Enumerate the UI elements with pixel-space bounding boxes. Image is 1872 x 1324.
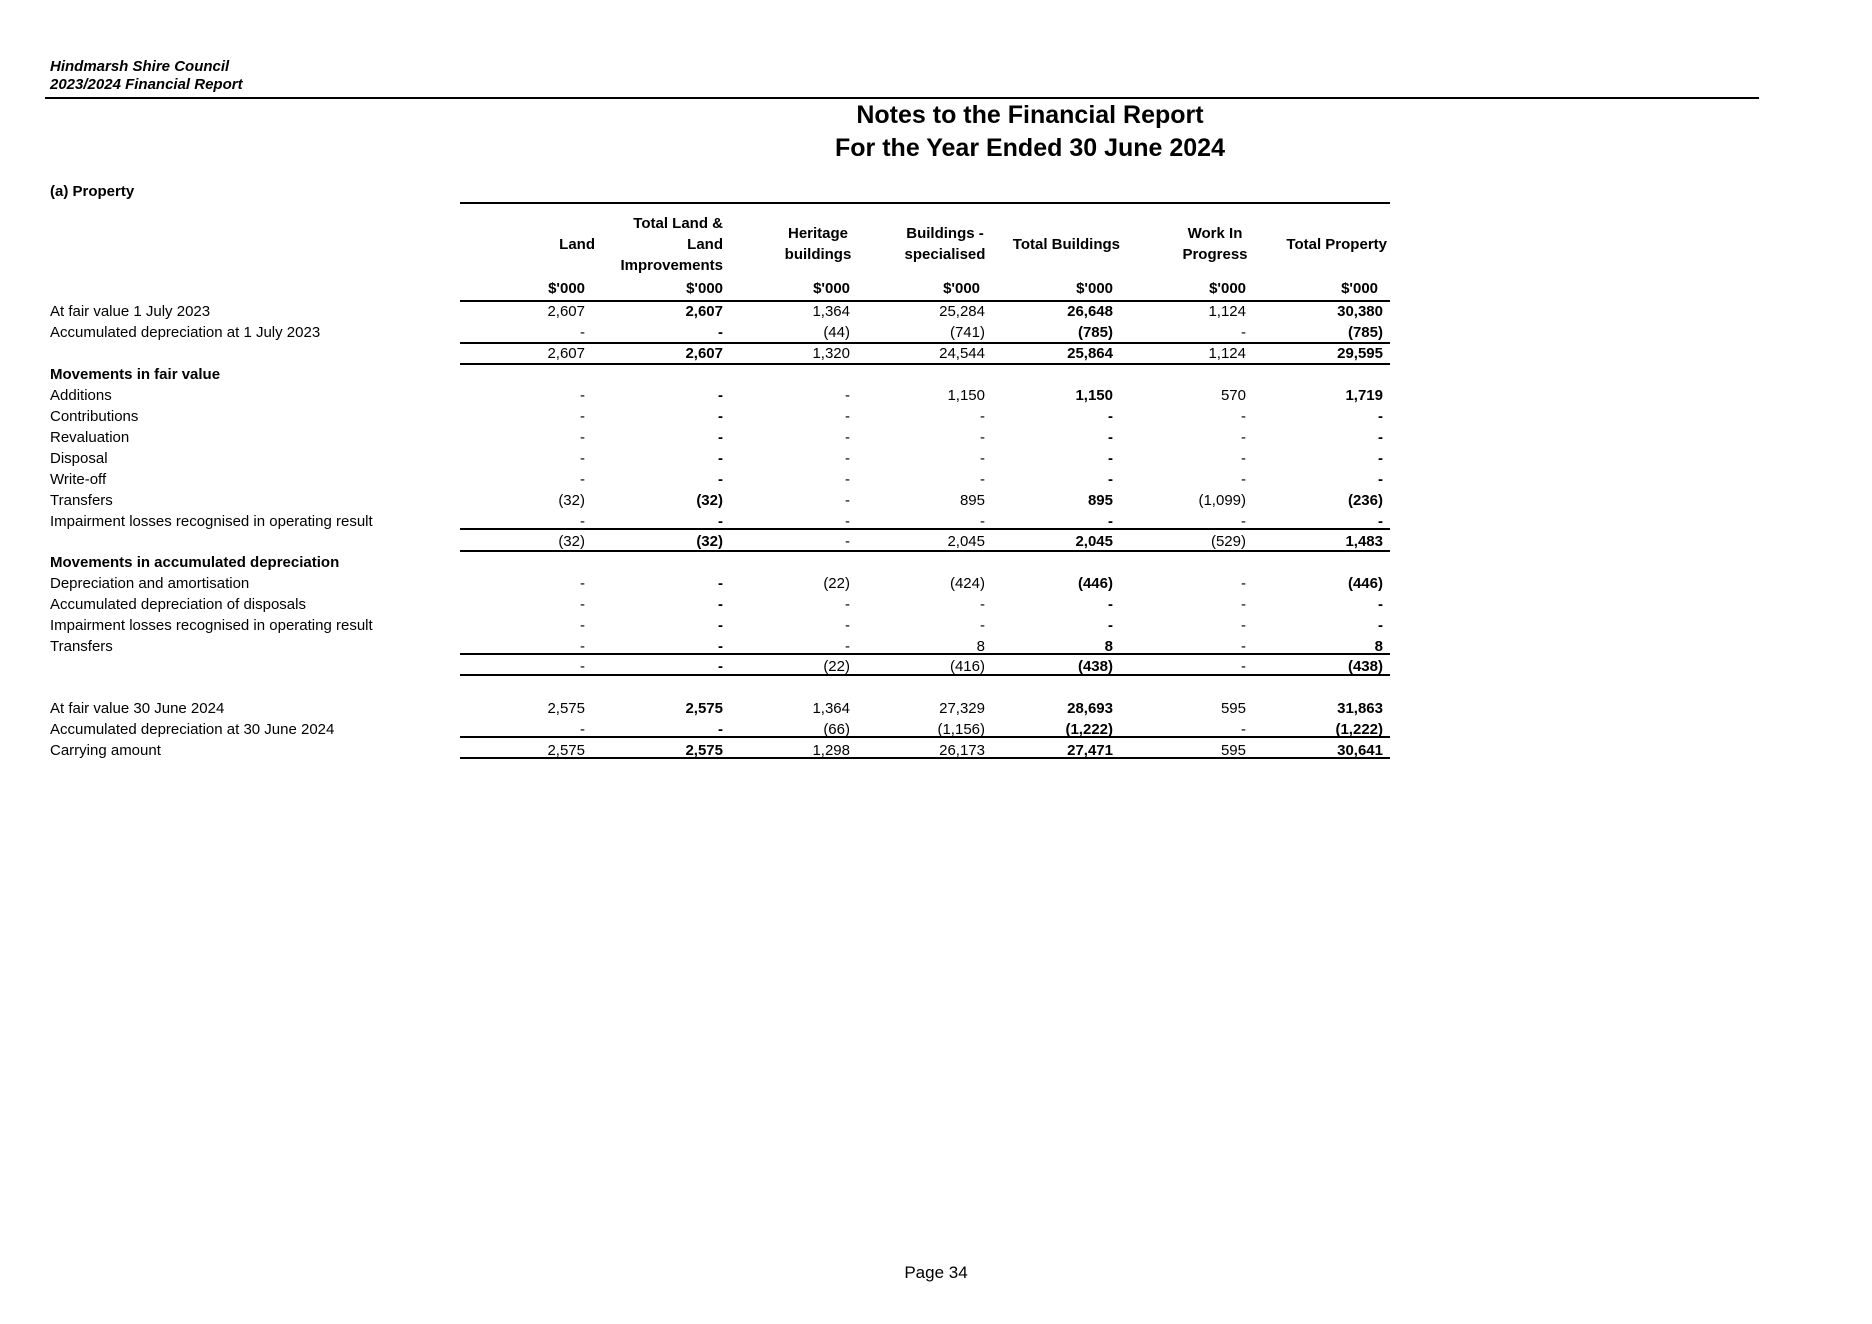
table-row — [0, 469, 1872, 490]
table-cell: - — [980, 450, 985, 467]
table-cell: (1,222) — [1065, 721, 1113, 738]
col-header-total-buildings: Total Buildings — [1012, 235, 1120, 253]
table-cell: (22) — [823, 575, 850, 592]
row-label: Contributions — [50, 408, 139, 425]
row-label: Accumulated depreciation at 1 July 2023 — [50, 324, 321, 341]
unit-total-buildings: $'000 — [1076, 280, 1113, 297]
table-cell: - — [1241, 617, 1246, 634]
row-label: Movements in accumulated depreciation — [50, 554, 340, 571]
table-cell: - — [1241, 721, 1246, 738]
table-cell: (32) — [696, 533, 723, 550]
table-cell: - — [1241, 450, 1246, 467]
unit-heritage: $'000 — [813, 280, 850, 297]
col-header-heritage: Heritage buildings — [784, 225, 852, 263]
table-cell: - — [718, 408, 723, 425]
table-top-rule — [460, 202, 1390, 204]
table-cell: - — [980, 429, 985, 446]
table-cell: - — [845, 429, 850, 446]
table-cell: 595 — [1220, 742, 1246, 759]
table-cell: - — [845, 450, 850, 467]
table-cell: - — [845, 617, 850, 634]
table-cell: - — [1108, 596, 1113, 613]
unit-total-property: $'000 — [1341, 280, 1378, 297]
row-label: Impairment losses recognised in operating result — [50, 617, 373, 634]
table-cell: - — [580, 387, 585, 404]
table-cell: 25,284 — [939, 303, 985, 320]
table-cell: - — [1241, 429, 1246, 446]
table-cell: 1,719 — [1345, 387, 1383, 404]
subtotal-rule — [460, 550, 1390, 552]
table-cell: - — [1241, 596, 1246, 613]
col-header-total-land: Total Land & Land Improvements — [620, 214, 723, 274]
table-cell: (22) — [823, 658, 850, 675]
table-row — [0, 385, 1872, 406]
table-cell: 2,575 — [547, 742, 585, 759]
table-cell: 1,150 — [947, 387, 985, 404]
table-cell: 2,607 — [685, 303, 723, 320]
table-cell: - — [1378, 596, 1383, 613]
page-number: Page 34 — [904, 1263, 968, 1282]
table-row — [0, 364, 1872, 385]
table-cell: 570 — [1220, 387, 1246, 404]
table-cell: - — [580, 617, 585, 634]
table-row — [0, 615, 1872, 636]
table-cell: 1,320 — [812, 345, 850, 362]
table-cell: - — [580, 513, 585, 530]
table-cell: 1,124 — [1208, 345, 1246, 362]
table-cell: 31,863 — [1337, 700, 1383, 717]
table-cell: - — [1378, 471, 1383, 488]
table-cell: 24,544 — [939, 345, 985, 362]
page-title: Notes to the Financial Report — [856, 101, 1204, 129]
table-cell: (785) — [1347, 324, 1383, 341]
table-cell: 8 — [1104, 638, 1113, 655]
table-cell: 595 — [1220, 700, 1246, 717]
table-cell: - — [1241, 513, 1246, 530]
row-label: At fair value 1 July 2023 — [50, 303, 211, 320]
table-cell: 2,045 — [1075, 533, 1113, 550]
table-cell: - — [718, 387, 723, 404]
table-cell: 2,607 — [547, 303, 585, 320]
table-cell: - — [580, 575, 585, 592]
report-name: 2023/2024 Financial Report — [50, 76, 243, 93]
table-cell: (438) — [1347, 658, 1383, 675]
subtotal-rule — [460, 528, 1390, 530]
table-cell: 28,693 — [1067, 700, 1113, 717]
table-cell: - — [1378, 513, 1383, 530]
table-cell: - — [718, 658, 723, 675]
table-row — [0, 594, 1872, 615]
table-cell: (446) — [1347, 575, 1383, 592]
table-cell: - — [718, 721, 723, 738]
row-label: At fair value 30 June 2024 — [50, 700, 225, 717]
table-row — [0, 552, 1872, 573]
row-label: Write-off — [50, 471, 107, 488]
table-cell: 1,483 — [1345, 533, 1383, 550]
table-cell: 1,298 — [812, 742, 850, 759]
table-cell: (44) — [823, 324, 850, 341]
total-rule — [460, 757, 1390, 759]
table-cell: 895 — [1087, 492, 1113, 509]
col-header-buildings-specialised: Buildings - specialised — [904, 225, 986, 263]
table-cell: - — [1241, 658, 1246, 675]
row-label: Accumulated depreciation at 30 June 2024 — [50, 721, 335, 738]
table-cell: 25,864 — [1067, 345, 1113, 362]
table-cell: - — [1378, 408, 1383, 425]
table-cell: - — [845, 408, 850, 425]
table-cell: (741) — [949, 324, 985, 341]
table-cell: - — [718, 471, 723, 488]
table-row — [0, 698, 1872, 719]
table-row — [0, 448, 1872, 469]
table-cell: - — [845, 596, 850, 613]
table-cell: (1,156) — [937, 721, 985, 738]
table-cell: - — [980, 617, 985, 634]
table-cell: - — [1378, 429, 1383, 446]
table-cell: - — [1108, 617, 1113, 634]
table-cell: 26,173 — [939, 742, 985, 759]
table-row — [0, 343, 1872, 364]
unit-buildings-specialised: $'000 — [943, 280, 980, 297]
section-title: (a) Property — [50, 183, 135, 200]
unit-wip: $'000 — [1209, 280, 1246, 297]
row-label: Revaluation — [50, 429, 130, 446]
header-rule — [45, 97, 1759, 99]
org-name: Hindmarsh Shire Council — [50, 58, 230, 75]
table-cell: - — [980, 408, 985, 425]
row-label: Transfers — [50, 492, 113, 509]
table-cell: 2,607 — [685, 345, 723, 362]
table-cell: - — [580, 721, 585, 738]
table-cell: (236) — [1347, 492, 1383, 509]
table-cell: - — [718, 575, 723, 592]
table-cell: - — [1108, 429, 1113, 446]
table-row — [0, 490, 1872, 511]
table-cell: 2,575 — [685, 742, 723, 759]
table-row — [0, 322, 1872, 343]
table-cell: (32) — [558, 492, 585, 509]
table-cell: - — [1241, 324, 1246, 341]
table-cell: (66) — [823, 721, 850, 738]
table-cell: - — [580, 324, 585, 341]
table-cell: (529) — [1210, 533, 1246, 550]
table-cell: - — [980, 513, 985, 530]
table-cell: - — [980, 596, 985, 613]
table-cell: - — [1108, 471, 1113, 488]
table-cell: 26,648 — [1067, 303, 1113, 320]
table-cell: - — [1241, 471, 1246, 488]
col-header-total-property: Total Property — [1286, 235, 1387, 253]
table-cell: - — [718, 638, 723, 655]
total-rule — [460, 736, 1390, 738]
table-row — [0, 531, 1872, 552]
table-cell: - — [580, 596, 585, 613]
table-cell: 1,124 — [1208, 303, 1246, 320]
table-cell: - — [580, 638, 585, 655]
table-cell: 27,471 — [1067, 742, 1113, 759]
subtotal-rule — [460, 342, 1390, 344]
table-row — [0, 301, 1872, 322]
unit-land: $'000 — [548, 280, 585, 297]
table-cell: - — [1241, 638, 1246, 655]
table-cell: 27,329 — [939, 700, 985, 717]
table-cell: - — [718, 513, 723, 530]
table-cell: 30,641 — [1337, 742, 1383, 759]
col-header-wip: Work In Progress — [1182, 225, 1248, 263]
table-cell: - — [1108, 408, 1113, 425]
subtotal-rule — [460, 674, 1390, 676]
table-cell: - — [845, 387, 850, 404]
table-cell: 29,595 — [1337, 345, 1383, 362]
table-cell: - — [580, 658, 585, 675]
table-cell: 2,045 — [947, 533, 985, 550]
table-cell: - — [1378, 450, 1383, 467]
table-cell: - — [980, 471, 985, 488]
table-cell: - — [718, 617, 723, 634]
subtotal-rule — [460, 363, 1390, 365]
table-cell: - — [1108, 513, 1113, 530]
row-label: Disposal — [50, 450, 108, 467]
table-cell: - — [845, 638, 850, 655]
row-label: Impairment losses recognised in operating result — [50, 513, 373, 530]
row-label: Accumulated depreciation of disposals — [50, 596, 306, 613]
table-cell: - — [845, 492, 850, 509]
unit-total-land: $'000 — [686, 280, 723, 297]
subtotal-rule — [460, 653, 1390, 655]
table-row — [0, 427, 1872, 448]
table-cell: - — [718, 429, 723, 446]
table-cell: (424) — [949, 575, 985, 592]
table-cell: - — [580, 429, 585, 446]
table-cell: - — [580, 408, 585, 425]
table-cell: - — [1378, 617, 1383, 634]
col-header-land: Land — [559, 235, 595, 253]
table-cell: - — [1241, 575, 1246, 592]
table-cell: (32) — [696, 492, 723, 509]
table-cell: (1,099) — [1198, 492, 1246, 509]
row-label: Additions — [50, 387, 112, 404]
page-subtitle: For the Year Ended 30 June 2024 — [835, 134, 1225, 162]
table-cell: - — [580, 450, 585, 467]
row-label: Depreciation and amortisation — [50, 575, 250, 592]
table-cell: 2,607 — [547, 345, 585, 362]
table-cell: - — [580, 471, 585, 488]
table-cell: 8 — [1374, 638, 1383, 655]
row-label: Movements in fair value — [50, 366, 221, 383]
table-cell: 1,150 — [1075, 387, 1113, 404]
table-cell: (446) — [1077, 575, 1113, 592]
row-label: Carrying amount — [50, 742, 161, 759]
table-cell: - — [845, 533, 850, 550]
row-label: Transfers — [50, 638, 113, 655]
table-cell: 1,364 — [812, 303, 850, 320]
table-cell: 895 — [959, 492, 985, 509]
table-cell: 2,575 — [547, 700, 585, 717]
table-row — [0, 406, 1872, 427]
table-cell: - — [718, 596, 723, 613]
table-cell: (32) — [558, 533, 585, 550]
table-cell: - — [718, 450, 723, 467]
table-cell: - — [1108, 450, 1113, 467]
table-cell: (1,222) — [1335, 721, 1383, 738]
table-cell: - — [718, 324, 723, 341]
table-cell: 2,575 — [685, 700, 723, 717]
header-org — [50, 58, 243, 94]
table-cell: - — [845, 513, 850, 530]
table-cell: 1,364 — [812, 700, 850, 717]
table-cell: - — [845, 471, 850, 488]
table-cell: (438) — [1077, 658, 1113, 675]
table-cell: - — [1241, 408, 1246, 425]
table-cell: 30,380 — [1337, 303, 1383, 320]
table-row — [0, 573, 1872, 594]
table-cell: (785) — [1077, 324, 1113, 341]
table-cell: (416) — [949, 658, 985, 675]
table-cell: 8 — [976, 638, 985, 655]
